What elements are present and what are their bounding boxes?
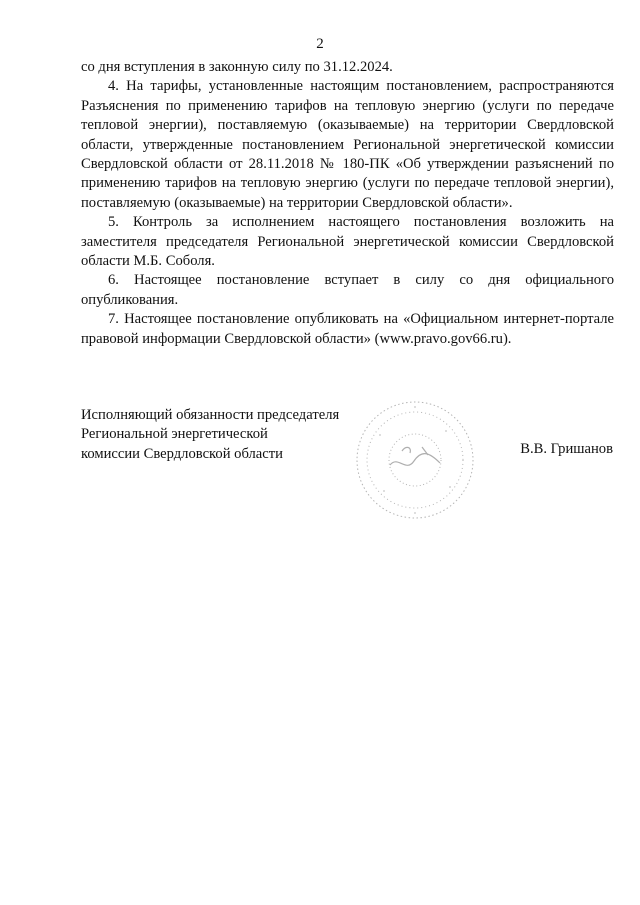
paragraph-continuation: со дня вступления в законную силу по 31.12.2024. xyxy=(81,59,393,75)
paragraph-6: 6. Настоящее постановление вступает в силу со дня официального опубликования. xyxy=(81,272,614,308)
paragraph-4: 4. На тарифы, установленные настоящим постановлением, распространяются Разъяснения по применению тарифов на тепловую энергию (услуги по передаче тепловой энергии), поставляемую (оказываемые) на территории Свердловской области, утвержденные постановлением Региональной энергетической комиссии Свердловской области от 28.11.2018 № 180-ПК «Об утверждении разъяснений по применению тарифов на тепловую энергию (услуги по передаче тепловой энергии), поставляемую (оказываемые) на территории Свердловской области». xyxy=(81,78,614,211)
official-seal-icon xyxy=(350,395,480,525)
signatory-name: В.В. Гришанов xyxy=(520,441,613,457)
signatory-title-line: Региональной энергетической xyxy=(81,426,268,443)
paragraph-5: 5. Контроль за исполнением настоящего постановления возложить на заместителя председателя Региональной энергетической комиссии Свердловской области М.Б. Соболя. xyxy=(81,214,614,270)
paragraph-7: 7. Настоящее постановление опубликовать на «Официальном интернет-портале правовой информации Свердловской области» (www.pravo.gov66.ru). xyxy=(81,311,614,347)
page-number: 2 xyxy=(316,36,324,52)
signatory-title xyxy=(81,406,339,464)
signatory-title-line: комиссии Свердловской области xyxy=(81,445,283,462)
document-body xyxy=(81,58,614,349)
signatory-title-line: Исполняющий обязанности председателя xyxy=(81,407,340,423)
